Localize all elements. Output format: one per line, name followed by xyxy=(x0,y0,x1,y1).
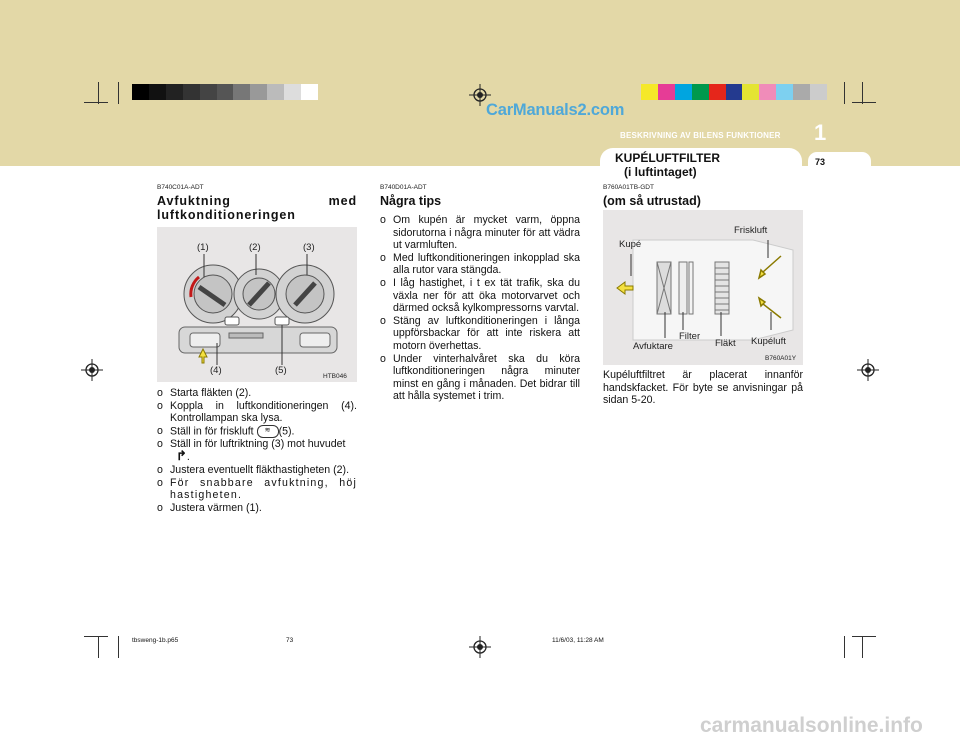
color-bar xyxy=(641,84,827,100)
label-filter: Filter xyxy=(679,331,701,342)
section-code: B740D01A-ADT xyxy=(380,184,427,191)
figure-label-1: (1) xyxy=(197,242,209,253)
section-title: BESKRIVNING AV BILENS FUNKTIONER xyxy=(620,131,781,140)
crop-mark xyxy=(84,102,108,103)
tab-title xyxy=(615,151,720,179)
list-item: o Under vinterhalvåret ska du köra luftkonditioneringen några minuter minst en gång i månaden. Det bidrar till att hålla systemet i trim. xyxy=(380,353,580,403)
footer-date: 11/6/03, 11:28 AM xyxy=(552,637,604,644)
crop-mark xyxy=(852,102,876,103)
list-item xyxy=(157,425,357,438)
section-number: 1 xyxy=(814,120,827,145)
figure-label-4: (4) xyxy=(210,365,222,376)
list-item: o Koppla in luftkonditioneringen (4). Kontrollampan ska lysa. xyxy=(157,400,357,425)
registration-mark-icon xyxy=(81,359,103,381)
crop-mark xyxy=(98,636,99,658)
step-text: Ställ in för luftriktning (3) mot huvudet xyxy=(170,437,346,450)
figure-code: HTB046 xyxy=(323,373,347,380)
list-item: o Stäng av luftkonditioneringen i långa uppförsbackar för att inte riskera att motorn överhettas. xyxy=(380,315,580,353)
figure-label-5: (5) xyxy=(275,365,287,376)
footer-site: carmanualsonline.info xyxy=(700,714,923,737)
label-friskluft: Friskluft xyxy=(734,225,768,236)
list-item: o Om kupén är mycket varm, öppna sidorutorna i några minuter för att vädra ut varmluften. xyxy=(380,214,580,252)
step-text: Ställ in för friskluft xyxy=(170,425,254,438)
grayscale-bar xyxy=(132,84,318,100)
registration-mark-icon xyxy=(857,359,879,381)
watermark-logo: CarManuals2.com xyxy=(486,101,625,119)
list-item: o Justera värmen (1). xyxy=(157,502,357,515)
face-vent-icon: ↱ xyxy=(176,448,187,464)
crop-mark xyxy=(118,636,119,658)
registration-mark-icon xyxy=(469,636,491,658)
label-kupe: Kupé xyxy=(619,239,642,250)
tab-title-line1: KUPÉLUFTFILTER xyxy=(615,151,721,165)
crop-mark xyxy=(862,82,863,104)
label-avfuktare: Avfuktare xyxy=(633,341,673,352)
footer-file: tbsweng-1b.p65 xyxy=(132,637,179,644)
column3-title: (om så utrustad) xyxy=(603,194,701,208)
column2-title: Några tips xyxy=(380,194,442,208)
crop-mark xyxy=(852,636,876,637)
section-code: B760A01TB-GDT xyxy=(603,184,654,191)
crop-mark xyxy=(862,636,863,658)
list-item: o I låg hastighet, i t ex tät trafik, ska du växla ner för att öka motorvarvet och därmed också kylkompressorns varvtal. xyxy=(380,277,580,315)
list-item: o Med luftkonditioneringen inkopplad ska alla rutor vara stängda. xyxy=(380,252,580,277)
list-item: o Justera eventuellt fläkthastigheten (2). xyxy=(157,464,357,477)
figure-label-3: (3) xyxy=(303,242,315,253)
crop-mark xyxy=(118,82,119,104)
crop-mark xyxy=(844,82,845,104)
step-text-suffix: (5). xyxy=(278,425,295,438)
page-number: 73 xyxy=(815,157,826,167)
label-flakt: Fläkt xyxy=(715,338,736,349)
filter-description: Kupéluftfiltret är placerat innanför handskfacket. För byte se anvisningar på sidan 5-20. xyxy=(603,369,803,407)
footer-page: 73 xyxy=(286,637,294,644)
figure-code: B760A01Y xyxy=(765,355,797,362)
figure-label-2: (2) xyxy=(249,242,261,253)
crop-mark xyxy=(844,636,845,658)
crop-mark xyxy=(84,636,108,637)
crop-mark xyxy=(98,82,99,104)
climate-control-figure xyxy=(157,227,357,382)
label-kupeluft: Kupéluft xyxy=(751,336,786,347)
steps-list xyxy=(157,387,357,514)
column1-title: Avfuktning med luftkonditioneringen xyxy=(157,194,357,222)
list-item: o Ställ in för luftriktning (3) mot huvudet ↱. xyxy=(157,438,357,464)
list-item: o För snabbare avfuktning, höj hastigheten. xyxy=(157,477,357,502)
list-item: o Starta fläkten (2). xyxy=(157,387,357,400)
air-filter-figure xyxy=(603,210,803,365)
fresh-air-icon: ≋ xyxy=(257,425,279,438)
tips-list xyxy=(380,214,580,403)
tab-title-line2: (i luftintaget) xyxy=(624,165,697,179)
section-code: B740C01A-ADT xyxy=(157,184,204,191)
